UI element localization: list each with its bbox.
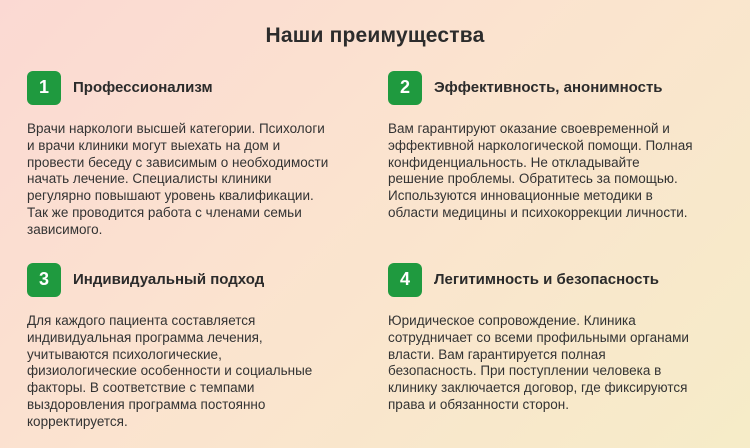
card-header <box>27 262 367 297</box>
advantage-card-efficiency <box>388 70 728 222</box>
advantage-card-legitimacy <box>388 262 728 414</box>
card-title: Легитимность и безопасность <box>434 271 660 288</box>
card-header <box>388 70 728 105</box>
card-description: Вам гарантируют оказание своевременной и эффективной наркологической помощи. Полная конфиденциальность. Не откладывайте решение проблемы. Обратитесь за помощью. Используются инновационные методики в области медицины и психокоррекции личности. <box>388 121 693 220</box>
card-title: Индивидуальный подход <box>73 271 265 288</box>
card-header <box>388 262 728 297</box>
card-description: Юридическое сопровождение. Клиника сотрудничает со всеми профильными органами власти. Вам гарантируется полная безопасность. При поступлении человека в клинику заключается договор, где фиксируются права и обязанности сторон. <box>388 313 689 412</box>
card-header <box>27 70 367 105</box>
section-title: Наши преимущества <box>265 24 485 47</box>
advantage-card-individual-approach <box>27 262 367 431</box>
card-title: Эффективность, анонимность <box>434 79 663 96</box>
card-description: Врачи наркологи высшей категории. Психологи и врачи клиники могут выехать на дом и провести беседу с зависимым о необходимости начать лечение. Специалисты клиники регулярно повышают уровень квалификации. Так же проводится работа с членами семьи зависимого. <box>27 121 329 237</box>
card-title: Профессионализм <box>73 79 213 96</box>
number-badge: 2 <box>388 71 422 105</box>
number-badge: 4 <box>388 263 422 297</box>
card-description: Для каждого пациента составляется индивидуальная программа лечения, учитываются психологические, физиологические особенности и социальные факторы. В соответствие с темпами выздоровления программа постоянно корректируется. <box>27 313 313 429</box>
advantage-card-professionalism <box>27 70 367 239</box>
number-badge: 1 <box>27 71 61 105</box>
number-badge: 3 <box>27 263 61 297</box>
